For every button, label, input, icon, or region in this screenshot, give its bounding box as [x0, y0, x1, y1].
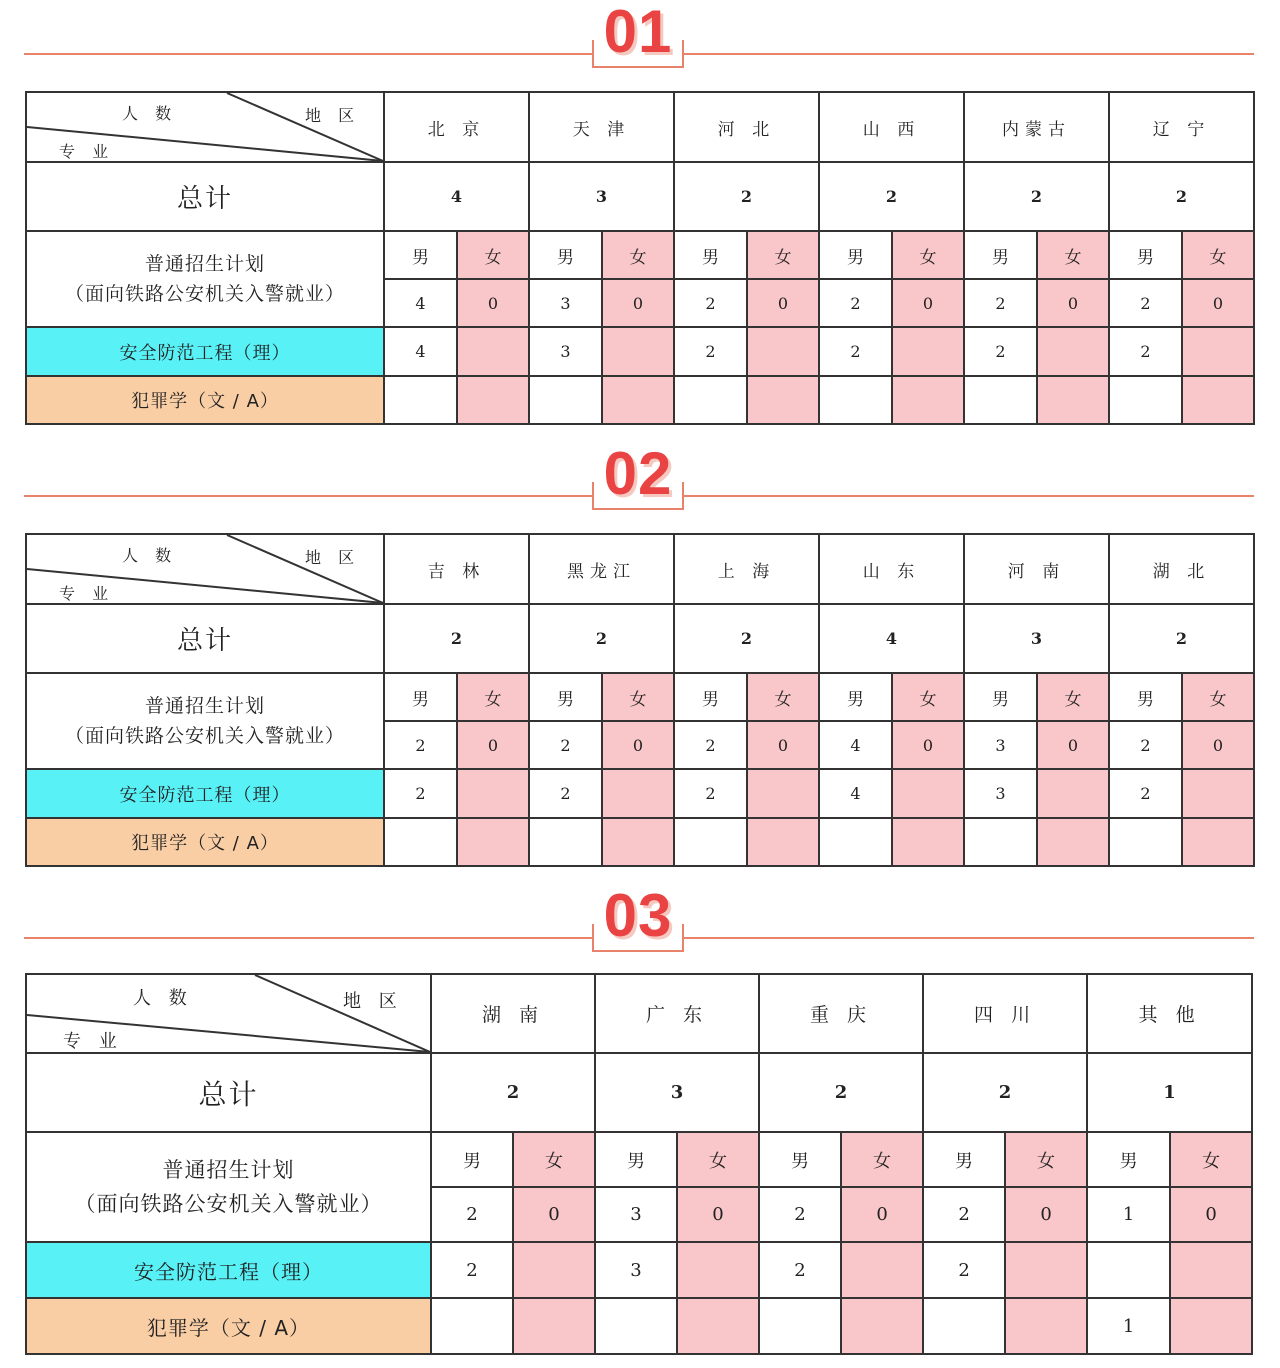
female-header: 女	[457, 673, 529, 721]
major-a-male: 2	[674, 327, 747, 376]
female-header: 女	[1005, 1132, 1087, 1187]
plan-label-line2: （面向铁路公安机关入警就业）	[64, 283, 345, 305]
major-a-female	[457, 327, 529, 376]
major-b-female	[747, 376, 819, 424]
female-count: 0	[1182, 279, 1254, 327]
region-header: 湖 南	[431, 974, 595, 1053]
major-a-male: 2	[674, 769, 747, 818]
major-b-female	[457, 818, 529, 866]
section-number: 03	[603, 882, 673, 949]
male-count: 1	[1087, 1187, 1170, 1242]
major-b-male: 1	[1087, 1298, 1170, 1354]
major-a-female	[1037, 769, 1109, 818]
female-header: 女	[457, 231, 529, 279]
female-count: 0	[677, 1187, 759, 1242]
total-value: 2	[1109, 162, 1254, 231]
major-b-female	[1037, 818, 1109, 866]
female-header: 女	[1182, 231, 1254, 279]
female-count: 0	[892, 279, 964, 327]
male-count: 2	[964, 279, 1037, 327]
plan-label-line1: 普通招生计划	[144, 253, 265, 275]
female-header: 女	[602, 231, 674, 279]
plan-label-line2: （面向铁路公安机关入警就业）	[74, 1192, 383, 1216]
male-count: 2	[674, 721, 747, 769]
major-b-male	[819, 818, 892, 866]
male-count: 4	[819, 721, 892, 769]
plan-label-line1: 普通招生计划	[144, 695, 265, 717]
male-count: 2	[1109, 721, 1182, 769]
region-header: 山 西	[819, 92, 964, 162]
region-header: 辽 宁	[1109, 92, 1254, 162]
region-header: 湖 北	[1109, 534, 1254, 604]
total-value: 3	[595, 1053, 759, 1132]
male-count: 3	[964, 721, 1037, 769]
plan-label	[26, 1132, 431, 1242]
male-count: 3	[595, 1187, 677, 1242]
male-header: 男	[384, 231, 457, 279]
total-value: 2	[759, 1053, 923, 1132]
male-count: 2	[759, 1187, 841, 1242]
major-b-female	[457, 376, 529, 424]
plan-label-line1: 普通招生计划	[162, 1158, 295, 1182]
male-header: 男	[759, 1132, 841, 1187]
total-value: 2	[819, 162, 964, 231]
major-b-male	[1109, 818, 1182, 866]
region-header: 河 北	[674, 92, 819, 162]
region-header: 上 海	[674, 534, 819, 604]
total-value: 2	[529, 604, 674, 673]
major-a-male: 2	[1109, 769, 1182, 818]
male-count: 2	[529, 721, 602, 769]
male-header: 男	[964, 231, 1037, 279]
major-b-female	[513, 1298, 595, 1354]
male-count: 2	[819, 279, 892, 327]
female-count: 0	[1037, 279, 1109, 327]
male-header: 男	[1087, 1132, 1170, 1187]
male-count: 4	[384, 279, 457, 327]
major-b-female	[602, 818, 674, 866]
section-03	[0, 884, 1280, 1368]
female-header: 女	[747, 231, 819, 279]
major-b-female	[1005, 1298, 1087, 1354]
major-a-female	[1037, 327, 1109, 376]
major-b-female	[1182, 818, 1254, 866]
male-header: 男	[431, 1132, 513, 1187]
major-b-female	[1182, 376, 1254, 424]
female-header: 女	[1182, 673, 1254, 721]
male-header: 男	[529, 673, 602, 721]
corner-major-label: 专 业	[63, 1031, 123, 1052]
region-header: 广 东	[595, 974, 759, 1053]
plan-label-line2: （面向铁路公安机关入警就业）	[64, 725, 345, 747]
major-b-male	[529, 818, 602, 866]
major-a-female	[747, 327, 819, 376]
major-b-male	[964, 376, 1037, 424]
male-header: 男	[964, 673, 1037, 721]
female-count: 0	[747, 279, 819, 327]
male-count: 2	[431, 1187, 513, 1242]
female-count: 0	[841, 1187, 923, 1242]
major-a-female	[513, 1242, 595, 1298]
quota-table	[25, 91, 1255, 425]
male-header: 男	[819, 231, 892, 279]
major-a-male: 2	[759, 1242, 841, 1298]
major-b-female	[1170, 1298, 1252, 1354]
section-header	[0, 884, 1280, 964]
major-a-male: 2	[384, 769, 457, 818]
major-a-label: 安全防范工程（理）	[26, 327, 384, 376]
major-b-female	[841, 1298, 923, 1354]
major-b-male	[384, 818, 457, 866]
total-value: 4	[384, 162, 529, 231]
major-b-male	[964, 818, 1037, 866]
female-header: 女	[1037, 231, 1109, 279]
corner-cell	[26, 974, 431, 1053]
female-count: 0	[1037, 721, 1109, 769]
region-header: 内蒙古	[964, 92, 1109, 162]
male-header: 男	[674, 231, 747, 279]
total-value: 3	[529, 162, 674, 231]
major-a-female	[892, 327, 964, 376]
major-a-female	[1182, 327, 1254, 376]
corner-cell	[26, 92, 384, 162]
corner-region-label: 地 区	[305, 548, 361, 567]
total-label: 总计	[26, 604, 384, 673]
major-a-male: 2	[964, 327, 1037, 376]
major-a-female	[747, 769, 819, 818]
major-b-male	[529, 376, 602, 424]
female-header: 女	[747, 673, 819, 721]
major-b-label: 犯罪学（文 / A）	[26, 1298, 431, 1354]
major-b-female	[602, 376, 674, 424]
section-number: 01	[603, 0, 673, 65]
major-a-male: 2	[431, 1242, 513, 1298]
male-header: 男	[595, 1132, 677, 1187]
total-value: 2	[384, 604, 529, 673]
male-header: 男	[384, 673, 457, 721]
major-b-label: 犯罪学（文 / A）	[26, 376, 384, 424]
female-count: 0	[602, 279, 674, 327]
total-value: 2	[431, 1053, 595, 1132]
major-a-male: 2	[1109, 327, 1182, 376]
major-b-male	[759, 1298, 841, 1354]
total-label: 总计	[26, 1053, 431, 1132]
section-02	[0, 442, 1280, 872]
major-b-male	[595, 1298, 677, 1354]
male-header: 男	[923, 1132, 1005, 1187]
region-header: 北 京	[384, 92, 529, 162]
section-header	[0, 0, 1280, 80]
major-a-female	[1005, 1242, 1087, 1298]
section-01	[0, 0, 1280, 430]
corner-region-label: 地 区	[305, 106, 361, 125]
region-header: 重 庆	[759, 974, 923, 1053]
major-b-female	[1037, 376, 1109, 424]
plan-label	[26, 673, 384, 769]
major-b-male	[1109, 376, 1182, 424]
major-b-female	[677, 1298, 759, 1354]
region-header: 山 东	[819, 534, 964, 604]
major-a-male: 2	[529, 769, 602, 818]
male-header: 男	[674, 673, 747, 721]
major-a-male: 3	[964, 769, 1037, 818]
female-header: 女	[602, 673, 674, 721]
plan-label	[26, 231, 384, 327]
region-header: 天 津	[529, 92, 674, 162]
total-value: 3	[964, 604, 1109, 673]
major-b-male	[431, 1298, 513, 1354]
female-header: 女	[677, 1132, 759, 1187]
total-value: 1	[1087, 1053, 1252, 1132]
major-a-male	[1087, 1242, 1170, 1298]
region-header: 其 他	[1087, 974, 1252, 1053]
corner-region-label: 地 区	[343, 991, 403, 1012]
female-header: 女	[892, 231, 964, 279]
region-header: 河 南	[964, 534, 1109, 604]
corner-count-label: 人 数	[122, 104, 178, 123]
male-count: 2	[923, 1187, 1005, 1242]
major-a-female	[602, 769, 674, 818]
corner-count-label: 人 数	[133, 988, 193, 1009]
total-value: 2	[674, 604, 819, 673]
major-a-male: 2	[923, 1242, 1005, 1298]
major-a-male: 3	[595, 1242, 677, 1298]
quota-table	[25, 533, 1255, 867]
female-count: 0	[513, 1187, 595, 1242]
major-a-male: 4	[384, 327, 457, 376]
total-value: 4	[819, 604, 964, 673]
total-value: 2	[923, 1053, 1087, 1132]
section-header	[0, 442, 1280, 522]
major-a-female	[841, 1242, 923, 1298]
major-b-male	[674, 818, 747, 866]
total-label: 总计	[26, 162, 384, 231]
major-a-male: 4	[819, 769, 892, 818]
female-count: 0	[1170, 1187, 1252, 1242]
major-a-male: 2	[819, 327, 892, 376]
region-header: 黑龙江	[529, 534, 674, 604]
female-count: 0	[1182, 721, 1254, 769]
major-a-female	[1182, 769, 1254, 818]
major-a-female	[892, 769, 964, 818]
major-b-female	[747, 818, 819, 866]
male-count: 3	[529, 279, 602, 327]
major-b-male	[923, 1298, 1005, 1354]
female-count: 0	[892, 721, 964, 769]
major-a-female	[457, 769, 529, 818]
major-b-female	[892, 376, 964, 424]
female-header: 女	[1037, 673, 1109, 721]
major-b-male	[674, 376, 747, 424]
major-a-female	[677, 1242, 759, 1298]
male-header: 男	[1109, 673, 1182, 721]
total-value: 2	[964, 162, 1109, 231]
female-header: 女	[892, 673, 964, 721]
major-a-female	[1170, 1242, 1252, 1298]
total-value: 2	[1109, 604, 1254, 673]
major-a-female	[602, 327, 674, 376]
female-header: 女	[513, 1132, 595, 1187]
female-count: 0	[1005, 1187, 1087, 1242]
major-a-label: 安全防范工程（理）	[26, 1242, 431, 1298]
region-header: 四 川	[923, 974, 1087, 1053]
major-b-female	[892, 818, 964, 866]
female-header: 女	[1170, 1132, 1252, 1187]
female-count: 0	[747, 721, 819, 769]
male-header: 男	[529, 231, 602, 279]
male-header: 男	[819, 673, 892, 721]
major-a-label: 安全防范工程（理）	[26, 769, 384, 818]
corner-count-label: 人 数	[122, 546, 178, 565]
section-number: 02	[603, 440, 673, 507]
major-a-male: 3	[529, 327, 602, 376]
male-header: 男	[1109, 231, 1182, 279]
male-count: 2	[384, 721, 457, 769]
female-count: 0	[457, 279, 529, 327]
female-count: 0	[457, 721, 529, 769]
major-b-male	[819, 376, 892, 424]
corner-major-label: 专 业	[59, 584, 115, 603]
corner-major-label: 专 业	[59, 142, 115, 161]
female-header: 女	[841, 1132, 923, 1187]
quota-table	[25, 973, 1253, 1355]
female-count: 0	[602, 721, 674, 769]
major-b-male	[384, 376, 457, 424]
total-value: 2	[674, 162, 819, 231]
major-b-label: 犯罪学（文 / A）	[26, 818, 384, 866]
male-count: 2	[674, 279, 747, 327]
male-count: 2	[1109, 279, 1182, 327]
region-header: 吉 林	[384, 534, 529, 604]
corner-cell	[26, 534, 384, 604]
